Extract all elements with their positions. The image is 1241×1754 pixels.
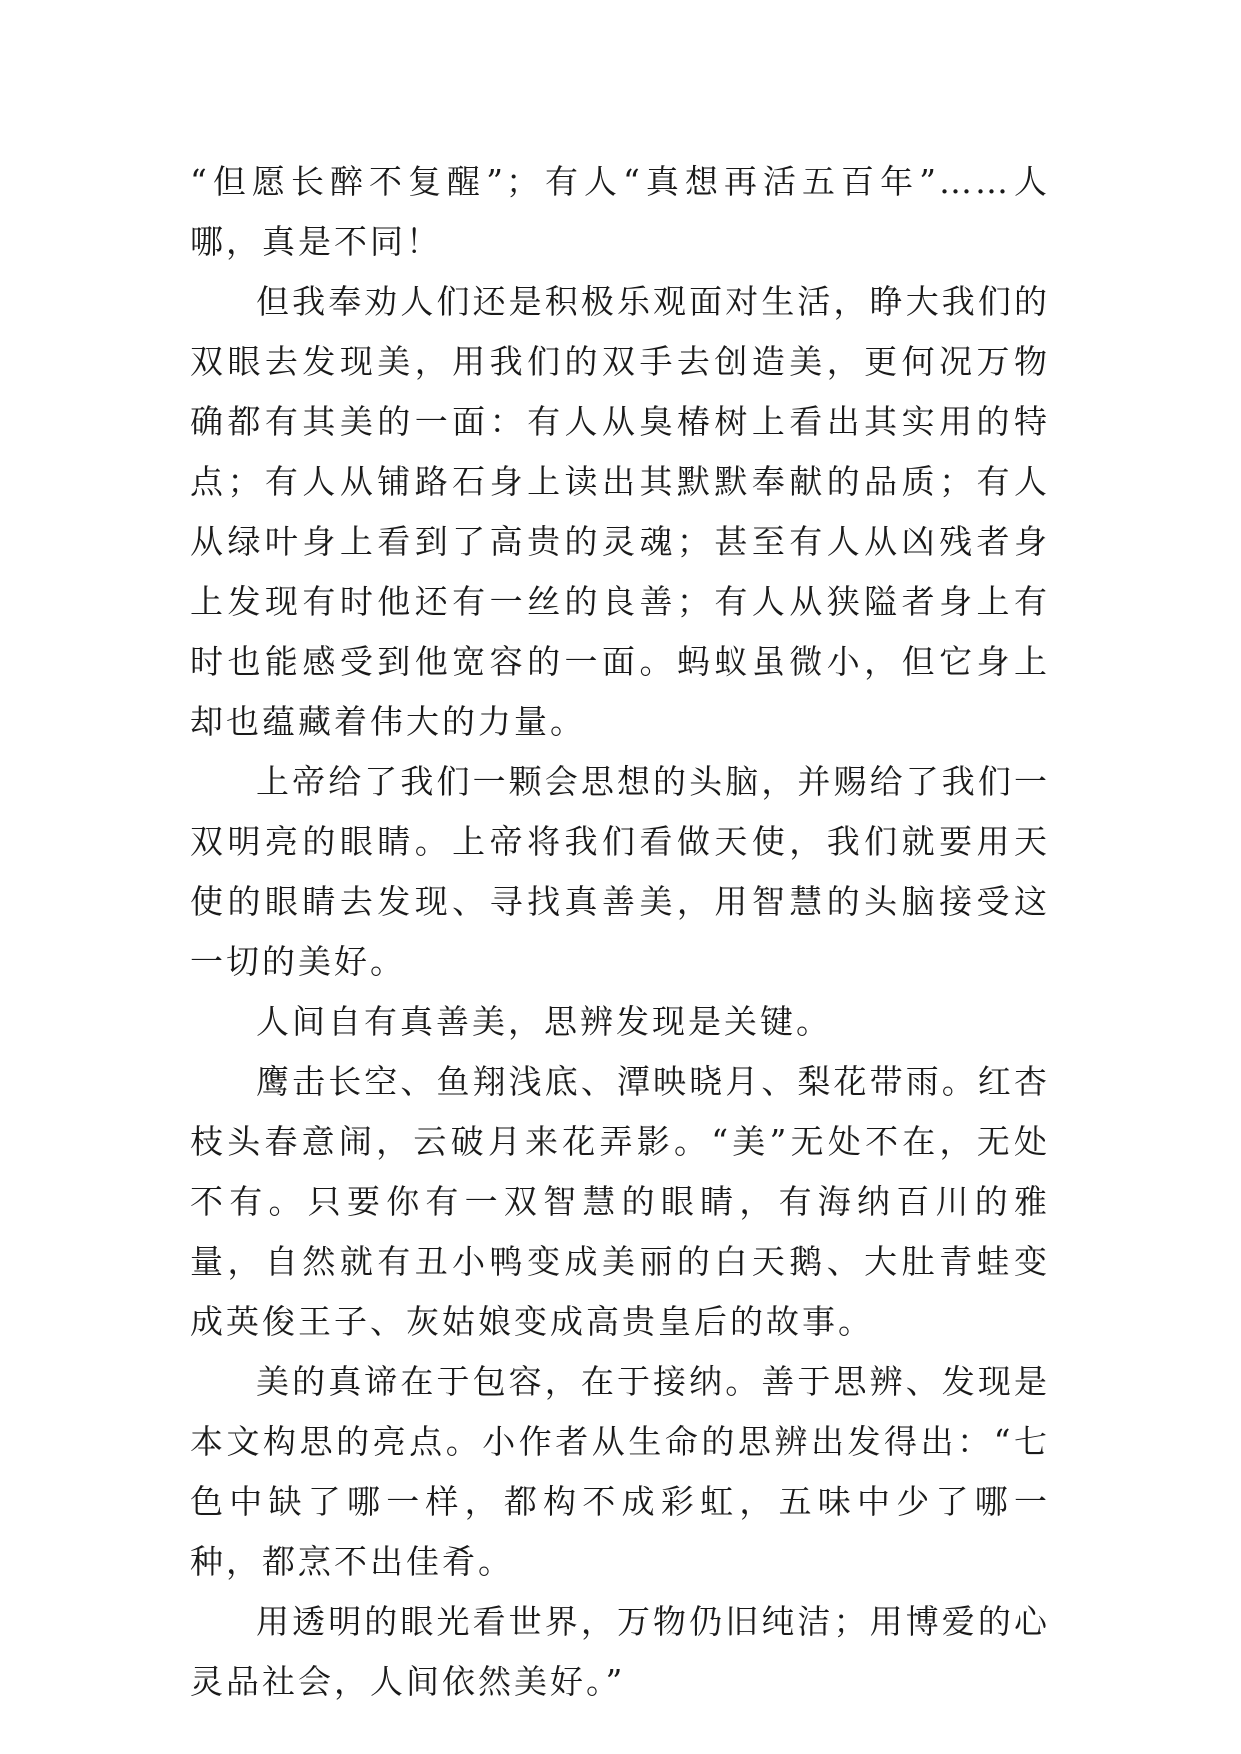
paragraph: 鹰击长空、鱼翔浅底、潭映晓月、梨花带雨。红杏枝头春意闹，云破月来花弄影。“美”无处不在，无处不有。只要你有一双智慧的眼睛，有海纳百川的雅量，自然就有丑小鸭变成美丽的白天鹅、大肚青蛙变成英俊王子、灰姑娘变成高贵皇后的故事。 xyxy=(190,1062,1050,1341)
paragraph: 但我奉劝人们还是积极乐观面对生活，睁大我们的双眼去发现美，用我们的双手去创造美，更何况万物确都有其美的一面：有人从臭椿树上看出其实用的特点；有人从铺路石身上读出其默默奉献的品质；有人从绿叶身上看到了高贵的灵魂；甚至有人从凶残者身上发现有时他还有一丝的良善；有人从狭隘者身上有时也能感受到他宽容的一面。蚂蚁虽微小，但它身上却也蕴藏着伟大的力量。 xyxy=(190,282,1050,741)
body-text xyxy=(190,152,1050,1712)
paragraph: 美的真谛在于包容，在于接纳。善于思辨、发现是本文构思的亮点。小作者从生命的思辨出发得出：“七色中缺了哪一样，都构不成彩虹，五味中少了哪一种，都烹不出佳肴。 xyxy=(190,1362,1050,1581)
paragraph: 上帝给了我们一颗会思想的头脑，并赐给了我们一双明亮的眼睛。上帝将我们看做天使，我们就要用天使的眼睛去发现、寻找真善美，用智慧的头脑接受这一切的美好。 xyxy=(190,762,1050,981)
paragraph: 人间自有真善美，思辨发现是关键。 xyxy=(256,1002,832,1041)
paragraph-continued: “但愿长醉不复醒”；有人“真想再活五百年”……人哪，真是不同！ xyxy=(190,162,1050,261)
paragraph: 用透明的眼光看世界，万物仍旧纯洁；用博爱的心灵品社会，人间依然美好。” xyxy=(190,1602,1050,1701)
